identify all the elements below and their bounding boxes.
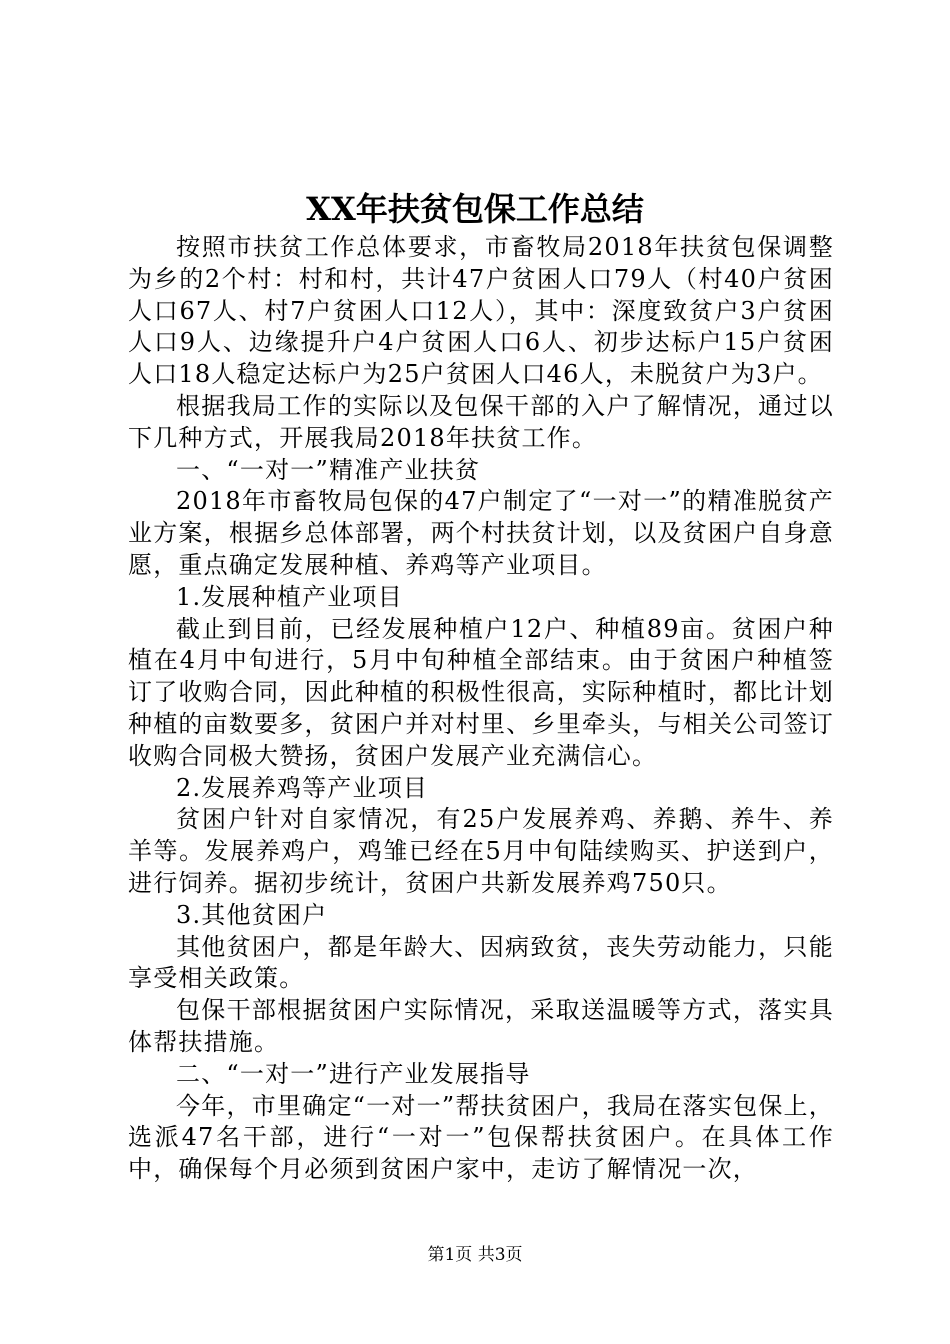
document-title: XX年扶贫包保工作总结 [306, 190, 644, 228]
paragraph-support-measures: 包保干部根据贫困户实际情况，采取送温暖等方式，落实具体帮扶措施。 [128, 996, 834, 1056]
subsection-heading-2: 2.发展养鸡等产业项目 [176, 773, 429, 802]
subsection-heading-1: 1.发展种植产业项目 [176, 582, 403, 611]
paragraph-other-households: 其他贫困户，都是年龄大、因病致贫，丧失劳动能力，只能享受相关政策。 [128, 932, 834, 993]
section-heading-1: 一、“一对一”精准产业扶贫 [176, 455, 481, 484]
paragraph-intro: 按照市扶贫工作总体要求，市畜牧局2018年扶贫包保调整为乡的2个村：村和村，共计47户贫困人口79人（村40户贫困人口67人、村7户贫困人口12人），其中：深度致贫户3户贫困人口9人、边缘提升户4户贫困人口6人、初步达标户15户贫困人口18人稳定达标户为25户贫困人口46人，未脱贫户为3户。 [128, 233, 834, 389]
document-body [128, 232, 834, 1186]
paragraph-poultry: 贫困户针对自家情况，有25户发展养鸡、养鹅、养牛、养羊等。发展养鸡户，鸡雏已经在5月中旬陆续购买、护送到户，进行饲养。据初步统计，贫困户共新发展养鸡750只。 [128, 805, 834, 897]
subsection-heading-3: 3.其他贫困户 [176, 900, 328, 929]
page-footer: 第1页 共3页 [427, 1245, 523, 1265]
paragraph-methods: 根据我局工作的实际以及包保干部的入户了解情况，通过以下几种方式，开展我局2018年扶贫工作。 [128, 391, 834, 452]
paragraph-section-2: 今年，市里确定“一对一”帮扶贫困户，我局在落实包保上，选派47名干部，进行“一对一”包保帮扶贫困户。在具体工作中，确保每个月必须到贫困户家中，走访了解情况一次， [128, 1091, 834, 1184]
paragraph-section-1: 2018年市畜牧局包保的47户制定了“一对一”的精准脱贫产业方案，根据乡总体部署，两个村扶贫计划，以及贫困户自身意愿，重点确定发展种植、养鸡等产业项目。 [128, 487, 834, 579]
paragraph-planting: 截止到目前，已经发展种植户12户、种植89亩。贫困户种植在4月中旬进行，5月中旬种植全部结束。由于贫困户种植签订了收购合同，因此种植的积极性很高，实际种植时，都比计划种植的亩数要多，贫困户并对村里、乡里牵头，与相关公司签订收购合同极大赞扬，贫困户发展产业充满信心。 [128, 614, 834, 770]
section-heading-2: 二、“一对一”进行产业发展指导 [176, 1059, 531, 1088]
